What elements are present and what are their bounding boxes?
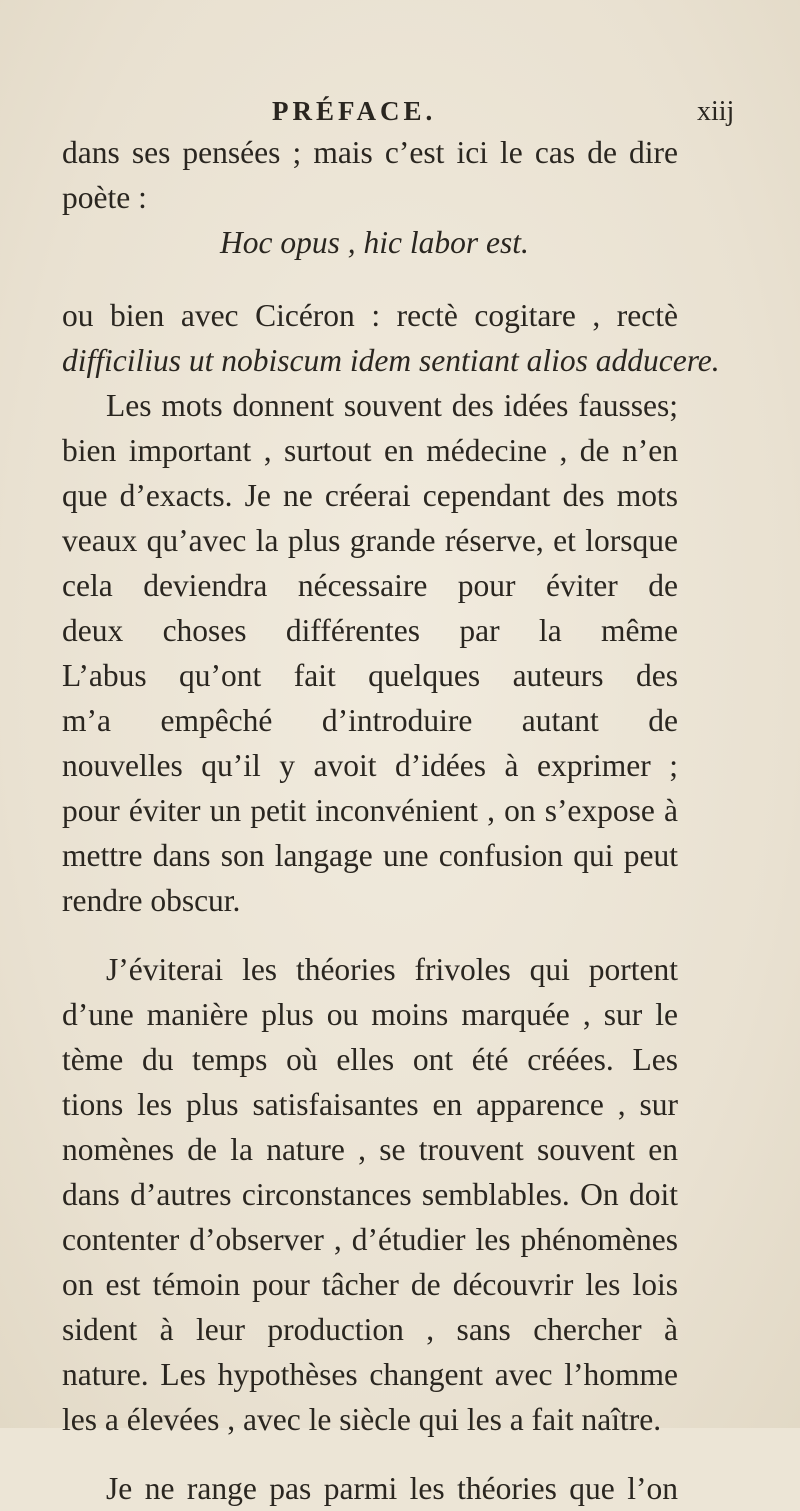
paragraph-5 <box>62 1466 678 1511</box>
paragraph-3 <box>62 383 678 923</box>
paragraph-2 <box>62 293 720 383</box>
paragraph-4 <box>62 947 678 1442</box>
spacer <box>62 923 678 947</box>
text-line: dans ses pensées ; mais c’est ici le cas de dire <box>62 135 678 170</box>
page-number: xiij <box>697 96 735 127</box>
text-line: pour éviter un petit inconvénient , on s’expose à <box>62 793 678 828</box>
text-line: J’éviterai les théories frivoles qui portent <box>106 952 678 987</box>
running-head: PRÉFACE. <box>272 96 437 126</box>
text-line: d’une manière plus ou moins marquée , sur le <box>62 997 678 1032</box>
text-line: cela deviendra nécessaire pour éviter de <box>62 568 678 603</box>
body-text <box>62 130 720 1511</box>
text-line: les a élevées , avec le siècle qui les a fait naître. <box>62 1402 662 1437</box>
text-line: Je ne range pas parmi les théories que l’on <box>106 1471 678 1506</box>
text-line: contenter d’observer , d’étudier les phénomènes <box>62 1222 678 1257</box>
text-line: bien important , surtout en médecine , de n’en <box>62 433 678 468</box>
spacer <box>62 265 678 293</box>
text-line: ou bien avec Cicéron : rectè cogitare , rectè <box>62 298 678 333</box>
verse-quote <box>62 220 678 265</box>
text-line: sident à leur production , sans chercher à <box>62 1312 678 1347</box>
text-line: rendre obscur. <box>62 883 241 918</box>
text-line: tème du temps où elles ont été créées. Les <box>62 1042 678 1077</box>
text-line: mettre dans son langage une confusion qui peut <box>62 838 678 873</box>
text-line: nomènes de la nature , se trouvent souvent en <box>62 1132 678 1167</box>
text-line: m’a empêché d’introduire autant de <box>62 703 678 738</box>
text-line: poète : <box>62 180 147 215</box>
text-line: tions les plus satisfaisantes en apparence , sur <box>62 1087 678 1122</box>
text-line: deux choses différentes par la même <box>62 613 678 648</box>
text-line: nature. Les hypothèses changent avec l’homme <box>62 1357 678 1392</box>
text-line: L’abus qu’ont fait quelques auteurs des <box>62 658 678 693</box>
paragraph-1 <box>62 130 678 220</box>
text-line: dans d’autres circonstances semblables. On doit <box>62 1177 678 1212</box>
text-line: difficilius ut nobiscum idem sentiant alios adducere. <box>62 343 720 378</box>
quote-line: Hoc opus , hic labor est. <box>220 225 529 260</box>
text-line: que d’exacts. Je ne créerai cependant des mots <box>62 478 678 513</box>
spacer <box>62 1442 678 1466</box>
text-line: nouvelles qu’il y avoit d’idées à exprimer ; <box>62 748 678 783</box>
text-line: on est témoin pour tâcher de découvrir les lois <box>62 1267 678 1302</box>
text-line: veaux qu’avec la plus grande réserve, et lorsque <box>62 523 678 558</box>
text-line: Les mots donnent souvent des idées fausses; <box>106 388 678 423</box>
